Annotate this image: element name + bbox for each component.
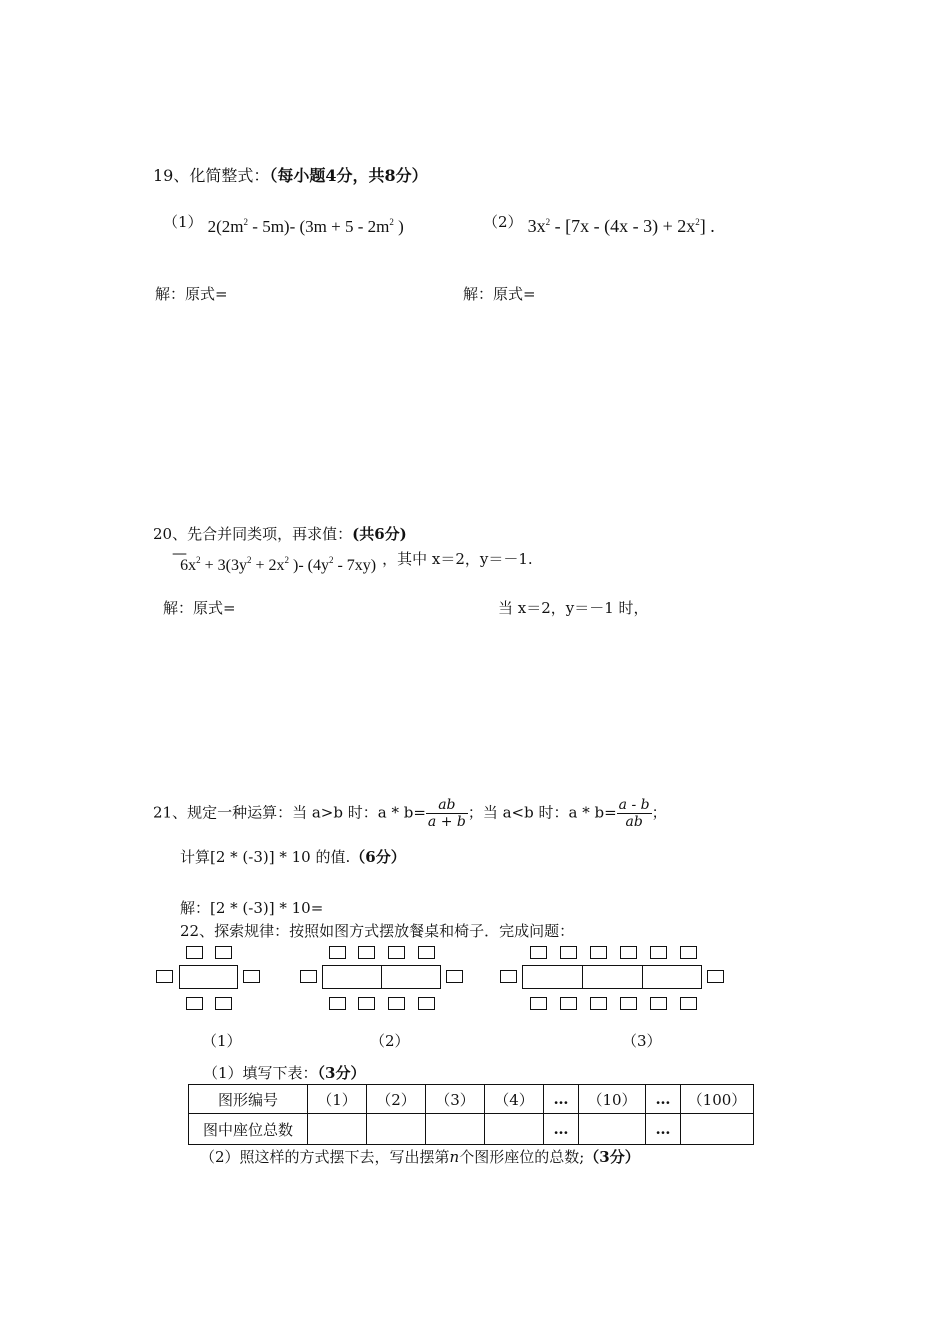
chair bbox=[530, 997, 547, 1010]
q20-condition: ，其中 x＝2，y＝－1. bbox=[382, 550, 533, 568]
q20-heading bbox=[153, 523, 407, 544]
q19-part1 bbox=[163, 213, 404, 237]
chair bbox=[300, 970, 317, 983]
chair bbox=[620, 946, 637, 959]
q19-part1-expr: $2(2m^2 - 5m)-$ ($3m + 5 - 2m^2$ ) bbox=[207, 217, 404, 236]
chair bbox=[590, 946, 607, 959]
table-cell: … bbox=[544, 1114, 579, 1145]
answer-cell[interactable] bbox=[367, 1114, 426, 1145]
table-cell: （10） bbox=[579, 1085, 646, 1114]
chair bbox=[215, 946, 232, 959]
chair bbox=[388, 946, 405, 959]
table bbox=[642, 965, 702, 989]
chair bbox=[680, 946, 697, 959]
table bbox=[179, 965, 238, 989]
table-cell: （100） bbox=[681, 1085, 754, 1114]
table-cell: … bbox=[646, 1085, 681, 1114]
q21-points: （6分） bbox=[350, 848, 406, 866]
chair bbox=[560, 997, 577, 1010]
chair bbox=[418, 946, 435, 959]
q22-part2-n: n bbox=[449, 1148, 460, 1166]
chair bbox=[329, 946, 346, 959]
q20-expr: $6x^2 + 3(3y^2 + 2x^2$ )- $(4y^2 - 7xy)$ bbox=[180, 555, 377, 574]
answer-cell[interactable] bbox=[308, 1114, 367, 1145]
q21-fraction-1: $\frac{ab}{a + b}$ bbox=[427, 797, 466, 830]
q20-when: 当 x＝2，y＝－1 时， bbox=[498, 599, 649, 617]
table-row-figure-number bbox=[189, 1085, 754, 1114]
chair bbox=[186, 946, 203, 959]
chair bbox=[388, 997, 405, 1010]
chair bbox=[530, 946, 547, 959]
chair bbox=[650, 946, 667, 959]
q20-answer: 解：原式= bbox=[163, 599, 236, 617]
chair bbox=[650, 997, 667, 1010]
q19-answer1: 解：原式= bbox=[155, 285, 228, 303]
q22-part2 bbox=[200, 1146, 640, 1167]
q22-heading: 22、探索规律：按照如图方式摆放餐桌和椅子．完成问题： bbox=[180, 922, 575, 940]
answer-cell[interactable] bbox=[485, 1114, 544, 1145]
chair bbox=[680, 997, 697, 1010]
answer-cell[interactable] bbox=[579, 1114, 646, 1145]
q19-part1-label: （1） bbox=[163, 213, 203, 231]
q20-heading-text: 20、先合并同类项，再求值： bbox=[153, 525, 353, 543]
figure-1-label: （1） bbox=[202, 1032, 242, 1050]
q19-part2 bbox=[483, 213, 715, 237]
q19-answer2: 解：原式= bbox=[463, 285, 536, 303]
q21-heading: 21、规定一种运算：当 a>b 时：a * b= bbox=[153, 803, 426, 822]
table-cell: （1） bbox=[308, 1085, 367, 1114]
chair bbox=[329, 997, 346, 1010]
chair bbox=[358, 946, 375, 959]
seat-count-table bbox=[188, 1084, 754, 1145]
q20-prefix: — bbox=[172, 544, 187, 562]
table bbox=[322, 965, 382, 989]
q22-part1 bbox=[203, 1062, 365, 1083]
table-cell: （3） bbox=[426, 1085, 485, 1114]
chair bbox=[215, 997, 232, 1010]
table-cell: … bbox=[646, 1114, 681, 1145]
q20-points: (共6分) bbox=[352, 525, 407, 543]
chair bbox=[500, 970, 517, 983]
chair bbox=[446, 970, 463, 983]
q19-part2-expr: $3x^2 - [7x - (4x - 3) + 2x^2]$ . bbox=[527, 216, 715, 236]
table-cell: 图中座位总数 bbox=[189, 1114, 308, 1145]
chair bbox=[418, 997, 435, 1010]
answer-cell[interactable] bbox=[426, 1114, 485, 1145]
table-row-seat-total bbox=[189, 1114, 754, 1145]
figure-3-label: （3） bbox=[622, 1032, 662, 1050]
chair bbox=[620, 997, 637, 1010]
table-cell: （2） bbox=[367, 1085, 426, 1114]
table-cell: 图形编号 bbox=[189, 1085, 308, 1114]
q22-part2-points: （3分） bbox=[584, 1148, 640, 1166]
q21-task-text: 计算[2 * (-3)] * 10 的值. bbox=[180, 848, 351, 866]
answer-cell[interactable] bbox=[681, 1114, 754, 1145]
chair bbox=[243, 970, 260, 983]
table bbox=[522, 965, 583, 989]
chair bbox=[156, 970, 173, 983]
q21-definition bbox=[153, 797, 667, 830]
q21-task bbox=[180, 846, 406, 867]
q19-heading bbox=[153, 163, 428, 186]
table bbox=[582, 965, 643, 989]
table-cell: （4） bbox=[485, 1085, 544, 1114]
table bbox=[381, 965, 441, 989]
q22-part1-text: （1）填写下表： bbox=[203, 1064, 318, 1082]
chair bbox=[560, 946, 577, 959]
q21-middle: ；当 a<b 时：a * b= bbox=[467, 803, 617, 822]
q21-end: ； bbox=[651, 803, 667, 822]
q22-part1-points: （3分） bbox=[317, 1064, 366, 1082]
figure-2-label: （2） bbox=[370, 1032, 410, 1050]
chair bbox=[358, 997, 375, 1010]
q19-part2-label: （2） bbox=[483, 213, 523, 231]
q19-points: （每小题4分，共8分） bbox=[269, 166, 428, 185]
chair bbox=[590, 997, 607, 1010]
q19-heading-text: 19、化简整式： bbox=[153, 166, 270, 185]
q22-part2-text-a: （2）照这样的方式摆下去，写出摆第 bbox=[200, 1148, 450, 1166]
chair bbox=[707, 970, 724, 983]
q21-fraction-2: $\frac{a - b}{ab}$ bbox=[618, 797, 650, 830]
q22-part2-text-b: 个图形座位的总数; bbox=[459, 1148, 585, 1166]
q21-answer: 解：[2 * (-3)] * 10= bbox=[180, 899, 324, 917]
q20-expression bbox=[172, 544, 543, 574]
table-cell: … bbox=[544, 1085, 579, 1114]
chair bbox=[186, 997, 203, 1010]
